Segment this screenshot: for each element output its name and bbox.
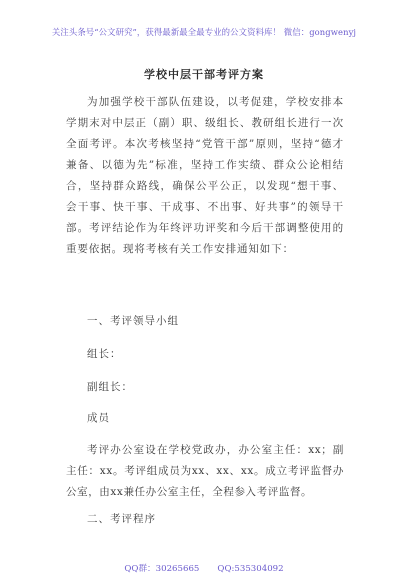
members-label: 成员 (87, 412, 110, 424)
intro-paragraph: 为加强学校干部队伍建设，以考促建，学校安排本学期末对中层正（副）职、级组长、教研组长进行一次全面考评。本次考核坚持“党管干部”原则，坚持“德才兼备、以德为先”标准，坚持工作实绩、群众公论相结合，坚持群众路线，确保公平公正，以发现“想干事、会干事、快干事、干成事、不出事、好共事”的领导干部。考评结论作为年终评功评奖和今后干部调整使用的重要依据。现将考核有关工作安排通知如下： (66, 96, 344, 255)
deputy-leader-label: 副组长： (87, 381, 133, 393)
document-title: 学校中层干部考评方案 (144, 68, 264, 81)
header-promo-note: 关注头条号“公文研究”，获得最新最全最专业的公文资料库！ 微信：gongwenyj (51, 27, 357, 37)
footer-qq-group: QQ群：30265665 (124, 564, 200, 574)
section-heading-procedure: 二、考评程序 (87, 513, 156, 525)
section-heading-leadership-group: 一、考评领导小组 (87, 315, 179, 327)
footer-qq: QQ:535304092 (217, 564, 284, 574)
footer-contact (0, 562, 408, 574)
office-paragraph: 考评办公室设在学校党政办，办公室主任：xx；副主任：xx。考评组成员为xx、xx、xx。成立考评监督办公室，由xx兼任办公室主任，全程参入考评监督。 (66, 444, 344, 498)
leader-label: 组长： (87, 348, 122, 360)
